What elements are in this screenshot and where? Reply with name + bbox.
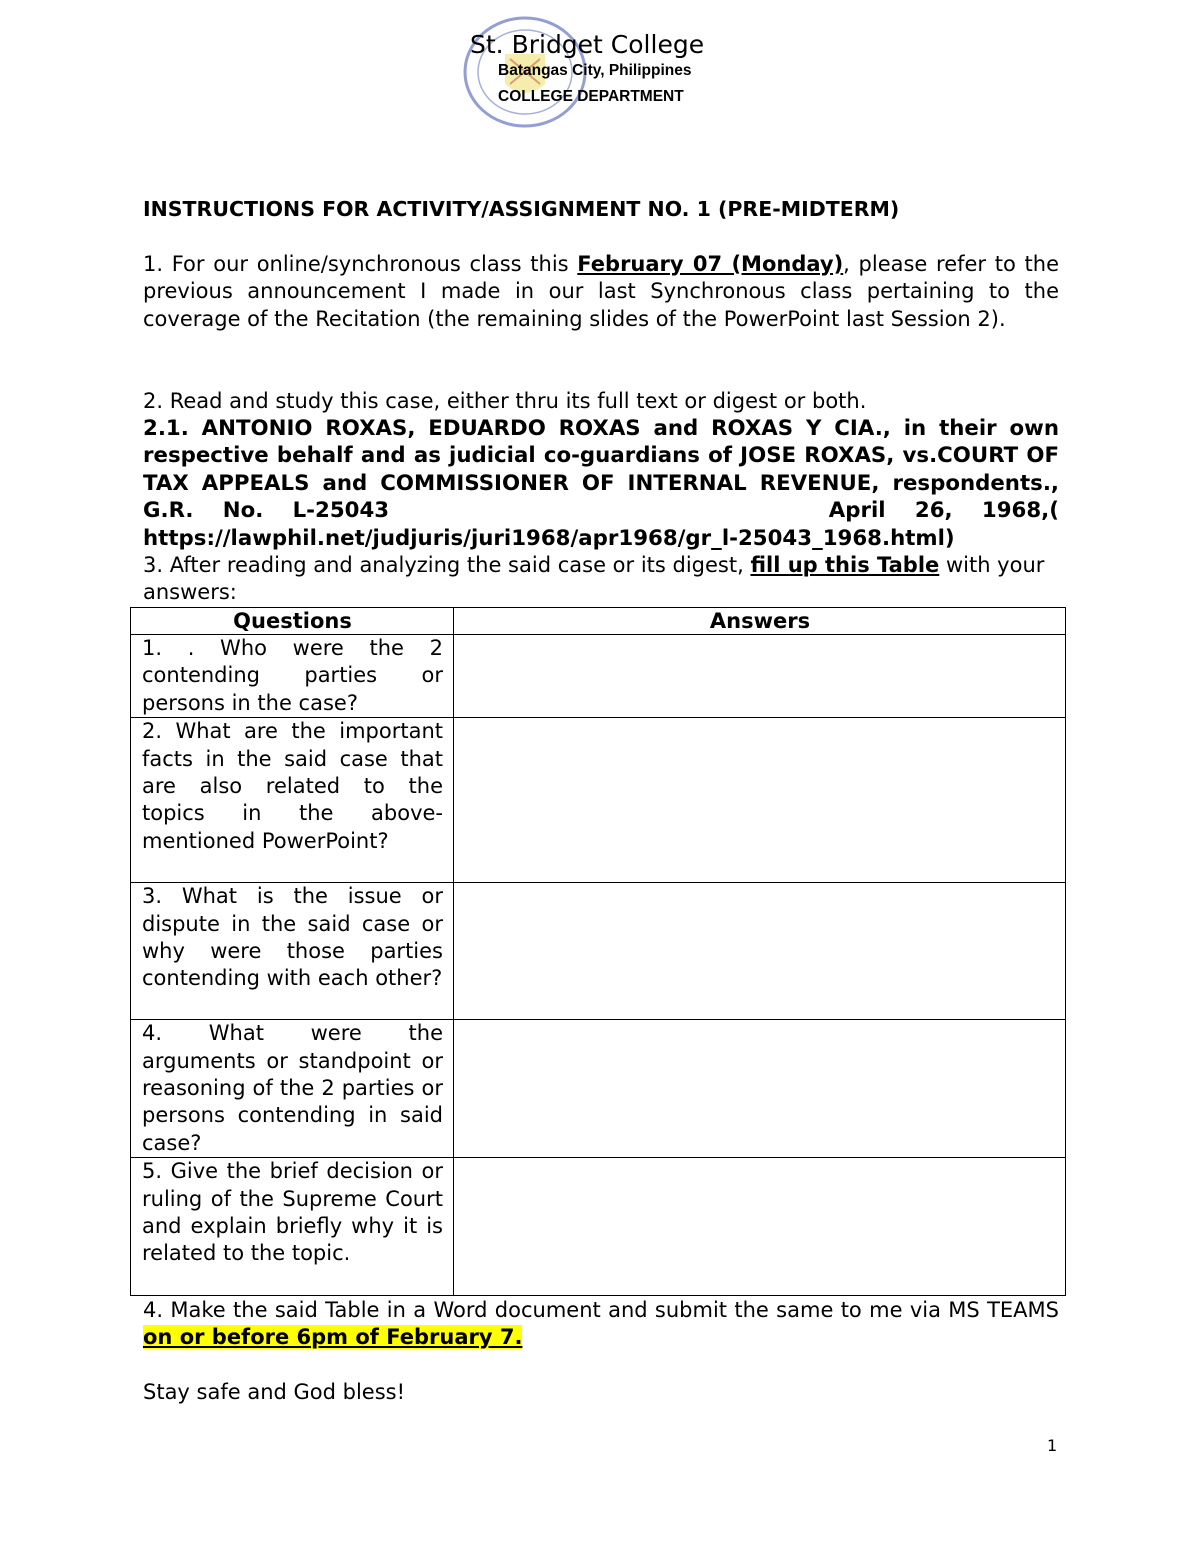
- page-number: 1: [1047, 1436, 1058, 1455]
- table-header-row: [131, 608, 1066, 635]
- item3-emphasis: fill up this Table: [750, 553, 940, 577]
- item1-prefix: 1. For our online/synchronous class this: [143, 252, 578, 276]
- question-cell: 5. Give the brief decision or ruling of the Supreme Court and explain briefly why it is related to the topic.: [131, 1158, 454, 1296]
- question-cell: 1. . Who were the 2 contending parties or persons in the case?: [131, 635, 454, 718]
- question-cell: 4. What were the arguments or standpoint or reasoning of the 2 parties or persons contending in said case?: [131, 1020, 454, 1158]
- answer-cell[interactable]: [454, 635, 1066, 718]
- question-cell: 2. What are the important facts in the said case that are also related to the topics in the above-mentioned PowerPoint?: [131, 718, 454, 883]
- header-questions: Questions: [131, 608, 454, 635]
- instruction-item-2: 2. Read and study this case, either thru its full text or digest or both.: [143, 389, 867, 413]
- item3-suffix: with your answers:: [143, 553, 1045, 605]
- table-row: [131, 635, 1066, 718]
- instruction-item-2-1: [143, 415, 1059, 552]
- instruction-item-3: [143, 552, 1059, 607]
- table-row: [131, 718, 1066, 883]
- item1-suffix: , please refer to the previous announcement I made in our last Synchronous class pertaining to the coverage of the Recitation (the remaining slides of the PowerPoint last Session 2).: [143, 252, 1059, 331]
- question-cell: 3. What is the issue or dispute in the said case or why were those parties contending with each other?: [131, 883, 454, 1020]
- college-department: COLLEGE DEPARTMENT: [498, 88, 684, 105]
- college-name: St. Bridget College: [470, 30, 705, 59]
- closing-text: Stay safe and God bless!: [143, 1380, 406, 1404]
- item4-prefix: 4. Make the said Table in a Word document and submit the same to me via MS TEAMS: [143, 1298, 1059, 1322]
- header-answers: Answers: [454, 608, 1066, 635]
- item1-date: February 07 (Monday): [577, 252, 844, 276]
- college-location: Batangas City, Philippines: [498, 62, 692, 79]
- table-row: [131, 1158, 1066, 1296]
- instruction-item-4: [143, 1297, 1059, 1352]
- answer-cell[interactable]: [454, 1158, 1066, 1296]
- qa-table: [130, 607, 1066, 1296]
- item3-prefix: 3. After reading and analyzing the said case or its digest,: [143, 553, 751, 577]
- answer-cell[interactable]: [454, 1020, 1066, 1158]
- answer-cell[interactable]: [454, 718, 1066, 883]
- case-date: April 26, 1968,(: [828, 498, 1060, 524]
- answer-cell[interactable]: [454, 883, 1066, 1020]
- table-row: [131, 883, 1066, 1020]
- case-title: 2.1. ANTONIO ROXAS, EDUARDO ROXAS and ROXAS Y CIA., in their own respective behalf and as judicial co-guardians of JOSE ROXAS, vs.COURT OF TAX APPEALS and COMMISSIONER OF INTERNAL REVENUE, respondents., G.R. No. L-25043: [143, 416, 1059, 524]
- instruction-item-1: [143, 251, 1059, 333]
- item4-deadline: on or before 6pm of February 7.: [143, 1325, 523, 1350]
- document-title: INSTRUCTIONS FOR ACTIVITY/ASSIGNMENT NO. 1 (PRE-MIDTERM): [143, 197, 900, 221]
- table-row: [131, 1020, 1066, 1158]
- case-link[interactable]: https://lawphil.net/judjuris/juri1968/apr1968/gr_l-25043_1968.html): [143, 525, 955, 551]
